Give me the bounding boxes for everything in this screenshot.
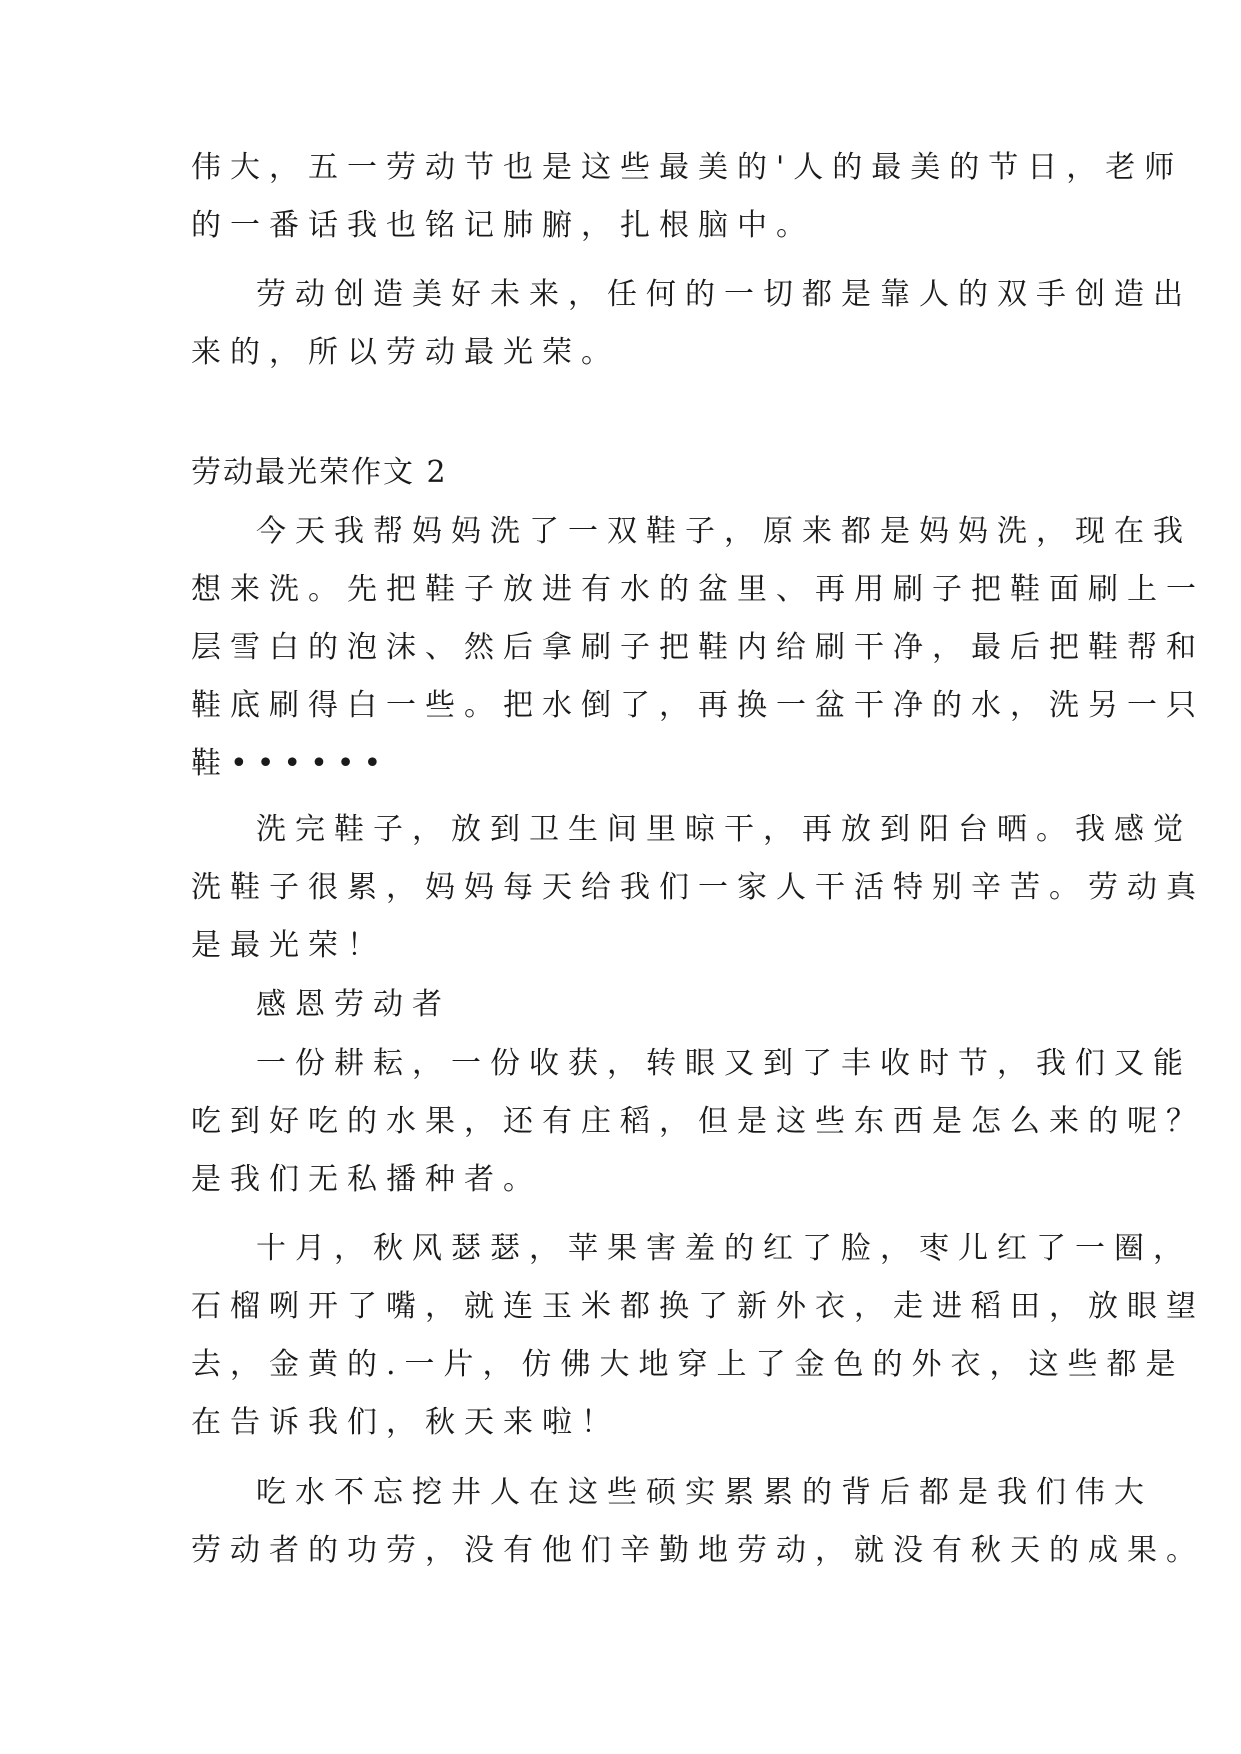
text-line: 去，金黄的.一片，仿佛大地穿上了金色的外衣，这些都是 — [191, 1347, 1185, 1382]
text-line: 在告诉我们，秋天来啦！ — [191, 1405, 620, 1440]
paragraph-start-line: 十月，秋风瑟瑟，苹果害羞的红了脸，枣儿红了一圈， — [256, 1231, 1192, 1266]
paragraph-start-line: 洗完鞋子，放到卫生间里晾干，再放到阳台晒。我感觉 — [256, 812, 1192, 847]
text-line: 想来洗。先把鞋子放进有水的盆里、再用刷子把鞋面刷上一 — [191, 572, 1205, 607]
text-line: 来的，所以劳动最光荣。 — [191, 335, 620, 370]
text-line: 吃到好吃的水果，还有庄稻，但是这些东西是怎么来的呢？ — [191, 1104, 1205, 1139]
text-line: 是最光荣！ — [191, 928, 386, 963]
text-line: 鞋底刷得白一些。把水倒了，再换一盆干净的水，洗另一只 — [191, 688, 1205, 723]
text-line: 是我们无私播种者。 — [191, 1162, 542, 1197]
paragraph-start-line: 劳动创造美好未来，任何的一切都是靠人的双手创造出 — [256, 277, 1192, 312]
text-line: 洗鞋子很累，妈妈每天给我们一家人干活特别辛苦。劳动真 — [191, 870, 1205, 905]
text-line: 层雪白的泡沫、然后拿刷子把鞋内给刷干净，最后把鞋帮和 — [191, 630, 1205, 665]
text-line: 的一番话我也铭记肺腑，扎根脑中。 — [191, 208, 815, 243]
text-line: 鞋•••••• — [191, 746, 391, 781]
text-line: 石榴咧开了嘴，就连玉米都换了新外衣，走进稻田，放眼望 — [191, 1289, 1205, 1324]
paragraph-start-line: 吃水不忘挖井人在这些硕实累累的背后都是我们伟大 — [256, 1475, 1153, 1510]
text-line: 伟大，五一劳动节也是这些最美的'人的最美的节日，老师 — [191, 150, 1184, 185]
subheading-line: 感恩劳动者 — [256, 987, 451, 1022]
section-heading: 劳动最光荣作文 2 — [191, 455, 448, 490]
text-line: 劳动者的功劳，没有他们辛勤地劳动，就没有秋天的成果。 — [191, 1533, 1205, 1568]
paragraph-start-line: 今天我帮妈妈洗了一双鞋子，原来都是妈妈洗，现在我 — [256, 514, 1192, 549]
paragraph-start-line: 一份耕耘，一份收获，转眼又到了丰收时节，我们又能 — [256, 1046, 1192, 1081]
